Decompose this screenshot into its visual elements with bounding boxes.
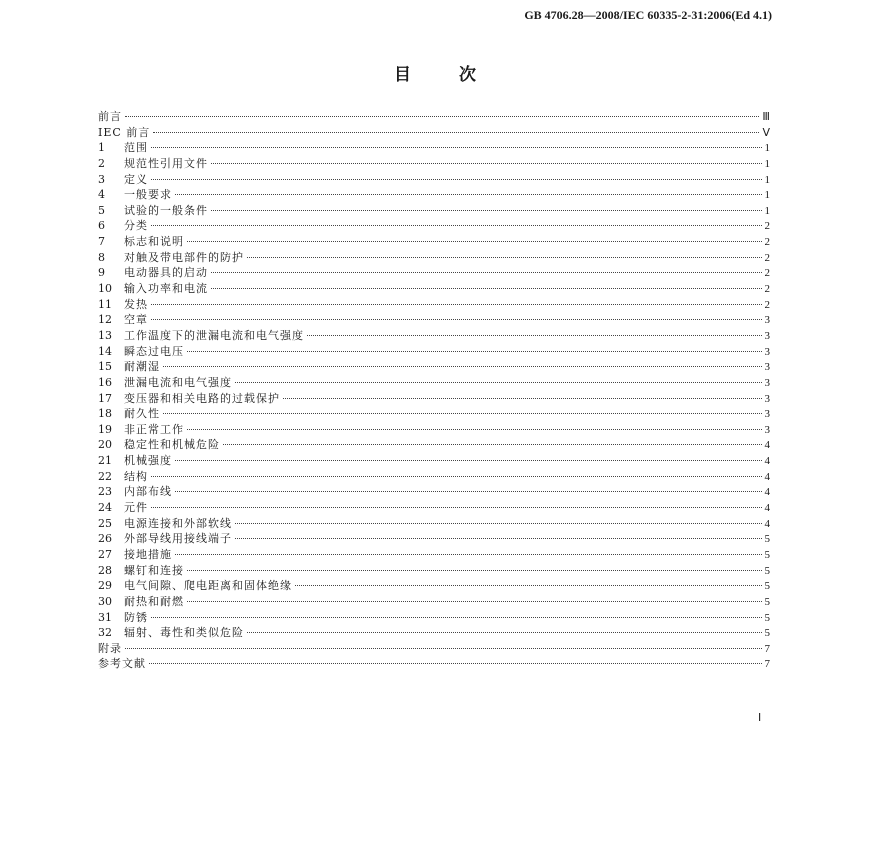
toc-leader-dots	[163, 413, 762, 414]
standard-header: GB 4706.28—2008/IEC 60335-2-31:2006(Ed 4.1)	[524, 8, 772, 22]
toc-entry-number: 27	[98, 547, 112, 561]
toc-entry-label: 元件	[124, 501, 148, 515]
toc-entry-number: 10	[98, 282, 112, 296]
toc-entry-number: 17	[98, 391, 112, 405]
toc-entry-number: 3	[98, 172, 105, 186]
toc-leader-dots	[187, 429, 762, 430]
toc-leader-dots	[211, 163, 762, 164]
toc-entry-number: 4	[98, 188, 105, 202]
toc-entry-number: 1	[98, 141, 105, 155]
toc-leader-dots	[153, 132, 759, 133]
toc-entry-page: 3	[764, 376, 770, 389]
toc-entry[interactable]	[98, 359, 770, 375]
toc-entry-number: 31	[98, 610, 112, 624]
toc-entry-label: 外部导线用接线端子	[124, 532, 232, 546]
toc-leader-dots	[175, 460, 762, 461]
toc-entry-page: 5	[764, 564, 770, 577]
toc-entry[interactable]	[98, 453, 770, 469]
toc-entry[interactable]	[98, 172, 770, 188]
toc-entry[interactable]	[98, 125, 770, 141]
toc-entry[interactable]	[98, 140, 770, 156]
toc-entry-page: 5	[764, 611, 770, 624]
toc-leader-dots	[151, 225, 762, 226]
toc-entry[interactable]	[98, 406, 770, 422]
toc-entry-number: 9	[98, 266, 105, 280]
toc-leader-dots	[235, 523, 762, 524]
toc-entry-number: 14	[98, 344, 112, 358]
toc-entry-label: 空章	[124, 313, 148, 327]
toc-entry-page: 2	[764, 283, 770, 296]
toc-leader-dots	[151, 304, 762, 305]
toc-entry[interactable]	[98, 328, 770, 344]
page-title: 目次	[394, 65, 524, 85]
toc-entry-label: 标志和说明	[124, 235, 184, 249]
toc-entry-label: 耐潮湿	[124, 360, 160, 374]
toc-leader-dots	[307, 335, 762, 336]
toc-entry-page: Ⅴ	[762, 126, 770, 139]
toc-entry-number: 2	[98, 156, 105, 170]
toc-entry[interactable]	[98, 610, 770, 626]
toc-entry[interactable]	[98, 281, 770, 297]
toc-entry[interactable]	[98, 641, 770, 657]
toc-entry-page: 5	[764, 580, 770, 593]
toc-entry-number: 20	[98, 438, 112, 452]
toc-entry-page: 3	[764, 423, 770, 436]
toc-entry[interactable]	[98, 187, 770, 203]
toc-leader-dots	[211, 210, 762, 211]
toc-entry-page: 3	[764, 329, 770, 342]
toc-entry-number: 19	[98, 422, 112, 436]
toc-entry-label: 试验的一般条件	[124, 203, 208, 217]
toc-entry-number: 6	[98, 219, 105, 233]
toc-entry[interactable]	[98, 594, 770, 610]
toc-entry[interactable]	[98, 422, 770, 438]
toc-leader-dots	[151, 476, 762, 477]
toc-entry-label: 一般要求	[124, 188, 172, 202]
toc-entry-label: 参考文献	[98, 657, 146, 671]
toc-entry-label: 耐热和耐燃	[124, 594, 184, 608]
toc-entry-number: 16	[98, 375, 112, 389]
toc-entry-number: 30	[98, 594, 112, 608]
toc-entry-page: 4	[764, 455, 770, 468]
toc-entry[interactable]	[98, 218, 770, 234]
toc-entry-label: 范围	[124, 141, 148, 155]
toc-leader-dots	[211, 288, 762, 289]
toc-entry-page: 5	[764, 533, 770, 546]
toc-entry-label: 电源连接和外部软线	[124, 516, 232, 530]
toc-entry-label: 螺钉和连接	[124, 563, 184, 577]
toc-leader-dots	[175, 194, 762, 195]
toc-entry-page: 1	[764, 173, 770, 186]
toc-entry-number: 15	[98, 360, 112, 374]
toc-entry[interactable]	[98, 203, 770, 219]
toc-entry-label: IEC 前言	[98, 125, 151, 139]
toc-entry-page: 7	[764, 658, 770, 671]
toc-entry[interactable]	[98, 391, 770, 407]
toc-entry-label: 内部布线	[124, 485, 172, 499]
toc-entry[interactable]	[98, 531, 770, 547]
toc-entry-label: 耐久性	[124, 407, 160, 421]
toc-entry-label: 电气间隙、爬电距离和固体绝缘	[124, 579, 292, 593]
toc-leader-dots	[235, 382, 762, 383]
toc-entry[interactable]	[98, 500, 770, 516]
toc-entry-label: 发热	[124, 297, 148, 311]
toc-entry-page: 4	[764, 502, 770, 515]
toc-entry-page: 3	[764, 408, 770, 421]
toc-entry-page: 3	[764, 314, 770, 327]
table-of-contents	[98, 109, 770, 672]
toc-entry-label: 非正常工作	[124, 422, 184, 436]
toc-entry-number: 12	[98, 313, 112, 327]
toc-entry-page: 4	[764, 439, 770, 452]
page-number: Ⅰ	[758, 712, 762, 724]
toc-entry-page: Ⅲ	[762, 111, 770, 123]
toc-entry[interactable]	[98, 625, 770, 641]
toc-entry-number: 8	[98, 250, 105, 264]
toc-entry-number: 21	[98, 454, 112, 468]
toc-entry[interactable]	[98, 312, 770, 328]
toc-entry-page: 4	[764, 486, 770, 499]
toc-entry-page: 1	[764, 189, 770, 202]
toc-entry-label: 输入功率和电流	[124, 282, 208, 296]
toc-entry-number: 24	[98, 501, 112, 515]
toc-leader-dots	[187, 570, 762, 571]
toc-leader-dots	[175, 554, 762, 555]
toc-entry-label: 定义	[124, 172, 148, 186]
toc-entry[interactable]	[98, 109, 770, 125]
toc-leader-dots	[187, 601, 762, 602]
toc-leader-dots	[151, 617, 762, 618]
toc-entry-number: 28	[98, 563, 112, 577]
toc-entry-label: 辐射、毒性和类似危险	[124, 626, 244, 640]
toc-entry-number: 29	[98, 579, 112, 593]
toc-entry[interactable]	[98, 375, 770, 391]
toc-entry-number: 11	[98, 297, 112, 311]
toc-entry-label: 前言	[98, 110, 122, 123]
toc-entry[interactable]	[98, 516, 770, 532]
toc-entry-page: 3	[764, 392, 770, 405]
toc-entry[interactable]	[98, 563, 770, 579]
toc-entry-number: 13	[98, 328, 112, 342]
toc-entry-page: 2	[764, 298, 770, 311]
toc-entry-page: 1	[764, 204, 770, 217]
toc-leader-dots	[125, 116, 759, 117]
toc-entry-label: 机械强度	[124, 454, 172, 468]
toc-leader-dots	[247, 257, 762, 258]
toc-entry-label: 变压器和相关电路的过载保护	[124, 391, 280, 405]
toc-leader-dots	[151, 147, 762, 148]
toc-entry-page: 2	[764, 267, 770, 280]
toc-entry-page: 3	[764, 345, 770, 358]
toc-entry[interactable]	[98, 344, 770, 360]
toc-entry-page: 5	[764, 595, 770, 608]
toc-entry[interactable]	[98, 469, 770, 485]
toc-entry-page: 2	[764, 236, 770, 249]
toc-entry[interactable]	[98, 578, 770, 594]
toc-entry-number: 32	[98, 626, 112, 640]
toc-entry-label: 泄漏电流和电气强度	[124, 375, 232, 389]
toc-entry-page: 2	[764, 220, 770, 233]
toc-leader-dots	[175, 491, 762, 492]
toc-entry-label: 分类	[124, 219, 148, 233]
toc-leader-dots	[247, 632, 762, 633]
toc-entry-label: 附录	[98, 641, 122, 655]
toc-entry-label: 规范性引用文件	[124, 156, 208, 170]
toc-entry-label: 瞬态过电压	[124, 344, 184, 358]
toc-entry-page: 4	[764, 470, 770, 483]
toc-entry[interactable]	[98, 484, 770, 500]
toc-entry-page: 3	[764, 361, 770, 374]
toc-entry[interactable]	[98, 156, 770, 172]
toc-leader-dots	[151, 319, 762, 320]
toc-leader-dots	[151, 179, 762, 180]
toc-entry-page: 4	[764, 517, 770, 530]
toc-entry-number: 7	[98, 235, 105, 249]
toc-entry-label: 接地措施	[124, 547, 172, 561]
toc-leader-dots	[223, 444, 762, 445]
toc-entry[interactable]	[98, 250, 770, 266]
toc-entry[interactable]	[98, 265, 770, 281]
toc-entry[interactable]	[98, 437, 770, 453]
toc-leader-dots	[235, 538, 762, 539]
toc-entry-number: 18	[98, 407, 112, 421]
toc-entry-number: 25	[98, 516, 112, 530]
toc-leader-dots	[187, 351, 762, 352]
toc-entry-label: 防锈	[124, 610, 148, 624]
toc-leader-dots	[151, 507, 762, 508]
toc-leader-dots	[149, 663, 762, 664]
toc-entry-page: 1	[764, 142, 770, 155]
toc-leader-dots	[283, 398, 762, 399]
toc-leader-dots	[295, 585, 762, 586]
toc-entry-page: 7	[764, 642, 770, 655]
toc-entry-label: 电动器具的启动	[124, 266, 208, 280]
toc-entry-label: 结构	[124, 469, 148, 483]
toc-entry-number: 23	[98, 485, 112, 499]
toc-entry-number: 26	[98, 532, 112, 546]
toc-leader-dots	[125, 648, 762, 649]
toc-entry[interactable]	[98, 234, 770, 250]
toc-entry-number: 5	[98, 203, 105, 217]
toc-entry-label: 稳定性和机械危险	[124, 438, 220, 452]
toc-leader-dots	[163, 366, 762, 367]
toc-entry-number: 22	[98, 469, 112, 483]
toc-leader-dots	[211, 272, 762, 273]
toc-entry-page: 5	[764, 627, 770, 640]
toc-leader-dots	[187, 241, 762, 242]
toc-entry-page: 1	[764, 157, 770, 170]
toc-entry-page: 5	[764, 548, 770, 561]
toc-entry[interactable]	[98, 656, 770, 672]
toc-entry-page: 2	[764, 251, 770, 264]
toc-entry[interactable]	[98, 297, 770, 313]
toc-entry-label: 对触及带电部件的防护	[124, 250, 244, 264]
toc-entry-label: 工作温度下的泄漏电流和电气强度	[124, 328, 304, 342]
toc-entry[interactable]	[98, 547, 770, 563]
